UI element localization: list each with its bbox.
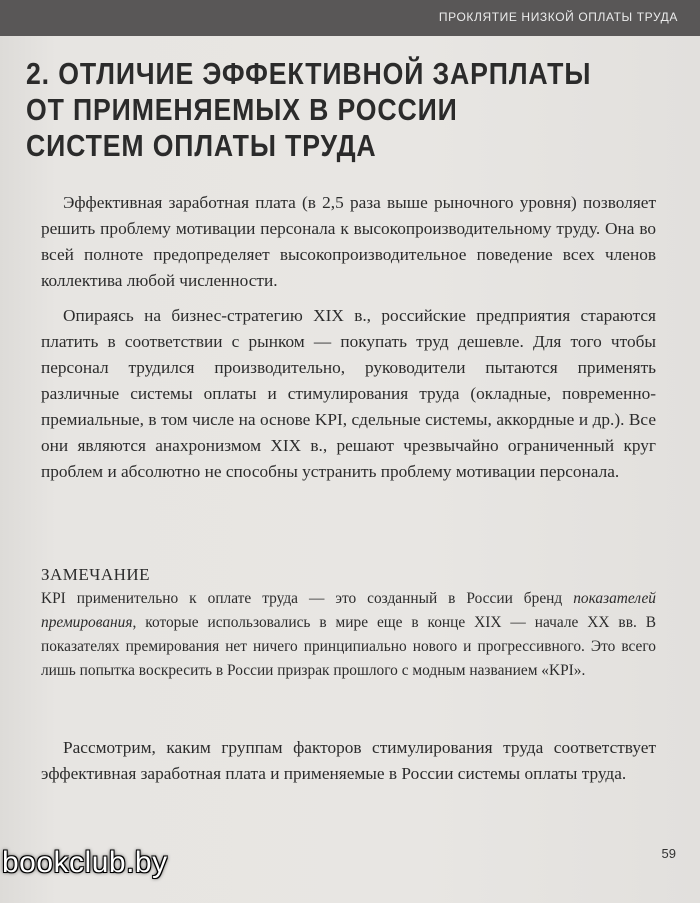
chapter-title (26, 56, 592, 164)
note-text-part: KPI применительно к оплате труда — это созданный в России бренд (41, 590, 574, 607)
chapter-title-line: 2. ОТЛИЧИЕ ЭФФЕКТИВНОЙ ЗАРПЛАТЫ (26, 56, 592, 91)
closing-block (41, 735, 656, 787)
chapter-title-line: СИСТЕМ ОПЛАТЫ ТРУДА (26, 128, 377, 163)
note-italic-term: показателей премирования (41, 590, 656, 631)
closing-paragraph: Рассмотрим, каким группам факторов стимулирования труда соответствует эффективная заработная плата и применяемые в России системы оплаты труда. (41, 738, 656, 783)
paragraph: Опираясь на бизнес-стратегию XIX в., российские предприятия стараются платить в соответствии с рынком — покупать труд дешевле. Для того чтобы персонал трудился производительно, руководители пытаются применять различные системы оплаты и стимулирования труда (окладные, повременно-премиальные, в том числе на основе KPI, сдельные системы, аккордные и др.). Все они являются анахронизмом XIX в., решают чрезвычайно ограниченный круг проблем и абсолютно не способны устранить проблему мотивации персонала. (41, 306, 656, 481)
watermark-logo: bookclub.by (2, 846, 168, 879)
note-heading: ЗАМЕЧАНИЕ (41, 565, 151, 584)
note-text (41, 587, 656, 683)
body-paragraphs (41, 190, 656, 485)
page-number: 59 (661, 846, 676, 861)
chapter-title-line: ОТ ПРИМЕНЯЕМЫХ В РОССИИ (26, 92, 458, 127)
note-text-part: , которые использовались в мире еще в конце XIX — начале XX вв. В показателях премирования нет ничего принципиально нового и прогрессивного. Это всего лишь попытка воскресить в России призрак прошлого с модным названием «KPI». (41, 614, 656, 679)
running-head: ПРОКЛЯТИЕ НИЗКОЙ ОПЛАТЫ ТРУДА (0, 0, 700, 36)
paragraph: Эффективная заработная плата (в 2,5 раза выше рыночного уровня) позволяет решить проблему мотивации персонала к высокопроизводительному труду. Она во всей полноте предопределяет высокопроизводительное поведение всех членов коллектива любой численности. (41, 193, 656, 290)
note-block (41, 563, 656, 683)
